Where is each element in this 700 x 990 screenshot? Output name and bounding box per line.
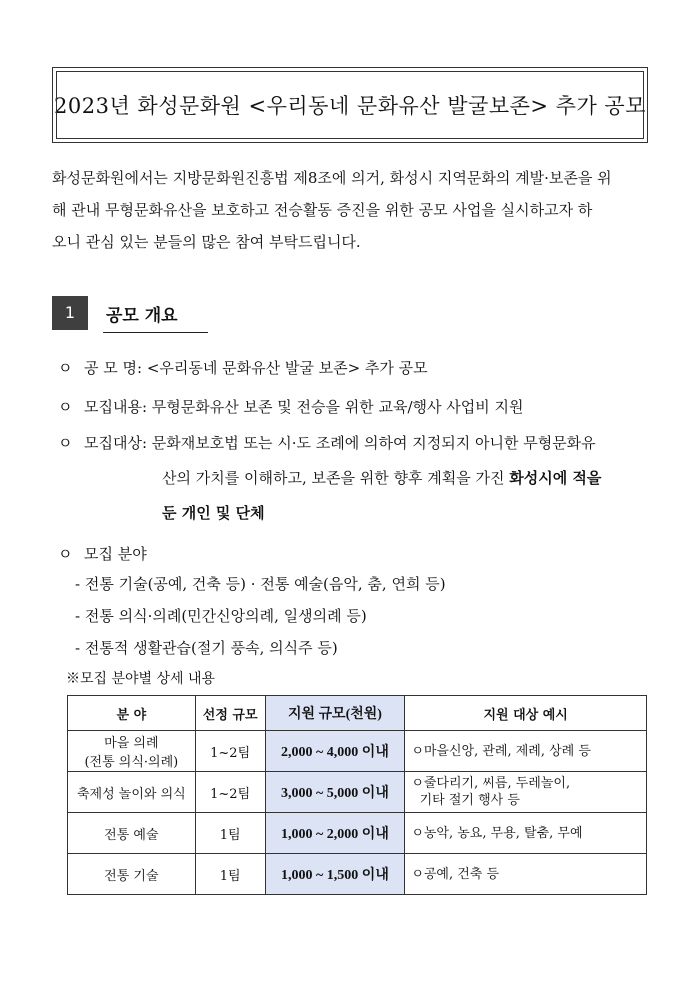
bullet-circle-icon: ㅇ: [58, 359, 73, 377]
cell-support: 1,000 ~ 1,500 이내: [265, 854, 405, 895]
title-box: [52, 67, 648, 143]
table-header-row: [68, 696, 647, 731]
target-line-3: 둔 개인 및 단체: [162, 504, 265, 522]
cell-scale: 1팀: [195, 854, 265, 895]
item-value: 무형문화유산 보존 및 전승을 위한 교육/행사 사업비 지원: [151, 398, 524, 416]
cell-examples: ㅇ공예, 건축 등: [405, 854, 647, 895]
info-item-content: [58, 396, 524, 417]
target-line-2: [162, 467, 601, 488]
target-emphasis: 화성시에 적을: [509, 469, 602, 487]
cell-field: 전통 기술: [68, 854, 196, 895]
support-table: [67, 695, 647, 895]
section-number: 1: [52, 296, 88, 330]
table-row: [68, 854, 647, 895]
cell-field: 축제성 놀이와 의식: [68, 772, 196, 813]
target-text: 산의 가치를 이해하고, 보존을 위한 향후 계획을 가진: [162, 469, 510, 487]
cell-examples: ㅇ농악, 농요, 무용, 탈춤, 무예: [405, 813, 647, 854]
cell-scale: 1~2팀: [195, 772, 265, 813]
item-label: 공 모 명:: [84, 359, 143, 377]
cell-scale: 1~2팀: [195, 731, 265, 772]
intro-line: 화성문화원에서는 지방문화원진흥법 제8조에 의거, 화성시 지역문화의 계발·보존을 위: [52, 169, 612, 187]
header-scale: 선정 규모: [195, 696, 265, 731]
header-support: 지원 규모(천원): [265, 696, 405, 731]
target-line-1: 문화재보호법 또는 시·도 조례에 의하여 지정되지 아니한 무형문화유: [151, 434, 596, 452]
bullet-circle-icon: ㅇ: [58, 545, 73, 563]
table-row: [68, 731, 647, 772]
table-row: [68, 772, 647, 813]
cell-support: 2,000 ~ 4,000 이내: [265, 731, 405, 772]
item-label: 모집대상:: [84, 434, 148, 452]
cell-examples: ㅇ마을신앙, 관례, 제례, 상례 등: [405, 731, 647, 772]
cell-scale: 1팀: [195, 813, 265, 854]
cell-field: 전통 예술: [68, 813, 196, 854]
header-examples: 지원 대상 예시: [405, 696, 647, 731]
field-item: - 전통적 생활관습(절기 풍속, 의식주 등): [75, 639, 338, 657]
bullet-circle-icon: ㅇ: [58, 398, 73, 416]
page-title: 2023년 화성문화원 <우리동네 문화유산 발굴보존> 추가 공모: [54, 94, 646, 118]
header-field: 분 야: [68, 696, 196, 731]
fields-heading: [58, 543, 147, 564]
intro-paragraph: [52, 162, 652, 258]
info-item-name: [58, 357, 428, 378]
intro-line: 오니 관심 있는 분들의 많은 참여 부탁드립니다.: [52, 233, 361, 251]
section-title: 공모 개요: [103, 301, 208, 333]
bullet-circle-icon: ㅇ: [58, 434, 73, 452]
cell-support: 3,000 ~ 5,000 이내: [265, 772, 405, 813]
field-item: - 전통 기술(공예, 건축 등) · 전통 예술(음악, 춤, 연희 등): [75, 575, 446, 593]
cell-examples: ㅇ줄다리기, 씨름, 두레놀이, 기타 절기 행사 등: [405, 772, 647, 813]
fields-label: 모집 분야: [84, 545, 147, 563]
item-label: 모집내용:: [84, 398, 148, 416]
item-value: <우리동네 문화유산 발굴 보존> 추가 공모: [146, 359, 428, 377]
table-row: [68, 813, 647, 854]
table-note: ※모집 분야별 상세 내용: [66, 671, 216, 687]
cell-field: 마을 의례 (전통 의식·의례): [68, 731, 196, 772]
info-item-target: [58, 432, 596, 453]
intro-line: 해 관내 무형문화유산을 보호하고 전승활동 증진을 위한 공모 사업을 실시하고자 하: [52, 201, 593, 219]
field-item: - 전통 의식·의례(민간신앙의례, 일생의례 등): [75, 607, 367, 625]
cell-support: 1,000 ~ 2,000 이내: [265, 813, 405, 854]
